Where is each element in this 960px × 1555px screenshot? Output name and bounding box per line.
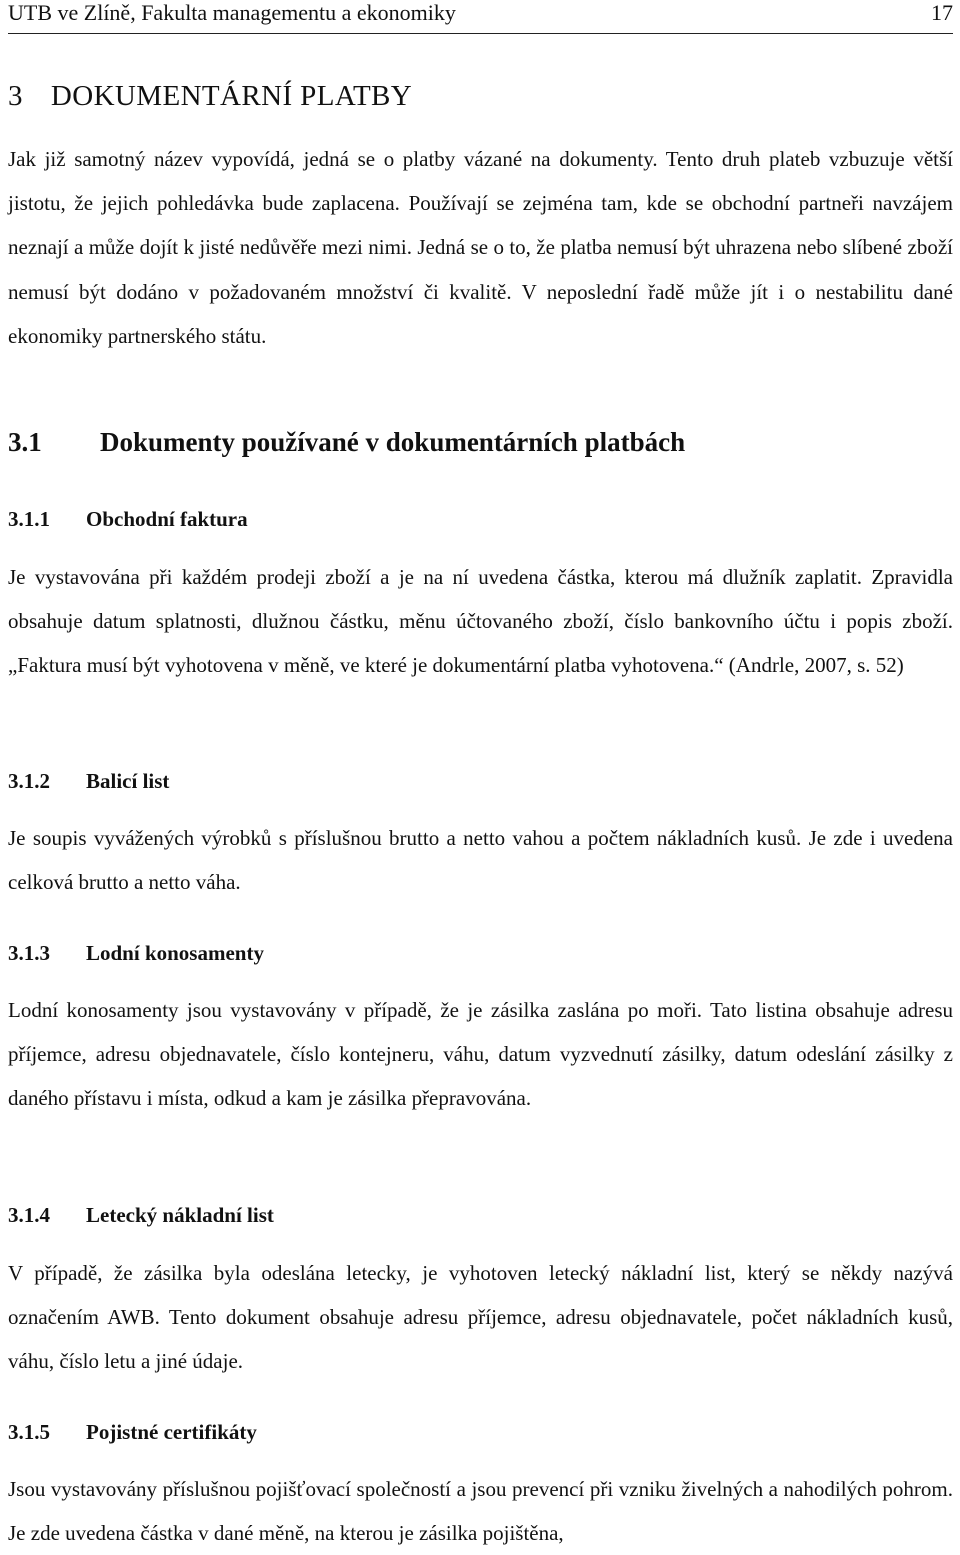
subsection-title: Balicí list xyxy=(86,769,170,793)
subsection-title: Obchodní faktura xyxy=(86,507,248,531)
header-title: UTB ve Zlíně, Fakulta managementu a ekonomiky xyxy=(8,0,456,25)
subsection-number: 3.1.4 xyxy=(8,1203,50,1227)
subsection-number: 3.1.5 xyxy=(8,1420,50,1444)
subsection-number: 3.1.1 xyxy=(8,507,50,531)
subsection-paragraph: Je vystavována při každém prodeji zboží a je na ní uvedena částka, kterou má dlužník zaplatit. Zpravidla obsahuje datum splatnosti, dlužnou částku, měnu účtovaného zboží, číslo bankovního účtu i popis zboží. „Faktura musí být vyhotovena v měně, ve které je dokumentární platba vyhotovena.“ (Andrle, 2007, s. 52) xyxy=(8,565,953,678)
subsection-number: 3.1.3 xyxy=(8,941,50,965)
subsection-number: 3.1.2 xyxy=(8,769,50,793)
section-number: 3.1 xyxy=(8,427,42,457)
chapter-intro-paragraph: Jak již samotný název vypovídá, jedná se o platby vázané na dokumenty. Tento druh plateb vzbuzuje větší jistotu, že jejich pohledávka bude zaplacena. Používají se zejména tam, kde se obchodní partneři navzájem neznají a může dojít k jisté nedůvěře mezi nimi. Jedná se o to, že platba nemusí být uhrazena nebo slíbené zboží nemusí být dodáno v požadovaném množství či kvalitě. V neposlední řadě může jít i o nestabilitu dané ekonomiky partnerského státu. xyxy=(8,147,953,348)
subsection-paragraph: Jsou vystavovány příslušnou pojišťovací společností a jsou prevencí při vzniku živelných a nahodilých pohrom. Je zde uvedena částka v dané měně, na kterou je zásilka pojištěna, xyxy=(8,1477,953,1546)
subsection-title: Lodní konosamenty xyxy=(86,941,264,965)
chapter-heading xyxy=(8,78,412,114)
chapter-title: DOKUMENTÁRNÍ PLATBY xyxy=(50,80,413,112)
subsection-heading xyxy=(8,1200,274,1230)
section-heading xyxy=(8,424,685,460)
header-divider xyxy=(8,33,953,34)
subsection-heading xyxy=(8,766,169,796)
subsection-paragraph: Je soupis vyvážených výrobků s příslušnou brutto a netto vahou a počtem nákladních kusů. Je zde i uvedena celková brutto a netto váha. xyxy=(8,826,953,895)
subsection-title: Letecký nákladní list xyxy=(86,1203,274,1227)
subsection-title: Pojistné certifikáty xyxy=(86,1420,257,1444)
page-header xyxy=(8,0,953,28)
subsection-heading xyxy=(8,1417,257,1447)
chapter-number: 3 xyxy=(8,80,23,112)
subsection-paragraph: Lodní konosamenty jsou vystavovány v případě, že je zásilka zaslána po moři. Tato listina obsahuje adresu příjemce, adresu objednavatele, číslo kontejneru, váhu, datum vyzvednutí zásilky, datum odeslání zásilky z daného přístavu i místa, odkud a kam je zásilka přepravována. xyxy=(8,998,953,1111)
subsection-heading xyxy=(8,504,248,534)
document-page xyxy=(8,0,953,1546)
subsection-paragraph: V případě, že zásilka byla odeslána letecky, je vyhotoven letecký nákladní list, který se někdy nazývá označením AWB. Tento dokument obsahuje adresu příjemce, adresu objednavatele, počet nákladních kusů, váhu, číslo letu a jiné údaje. xyxy=(8,1261,953,1374)
subsection-heading xyxy=(8,938,264,968)
page-number: 17 xyxy=(931,0,953,25)
section-title: Dokumenty používané v dokumentárních platbách xyxy=(100,427,686,457)
